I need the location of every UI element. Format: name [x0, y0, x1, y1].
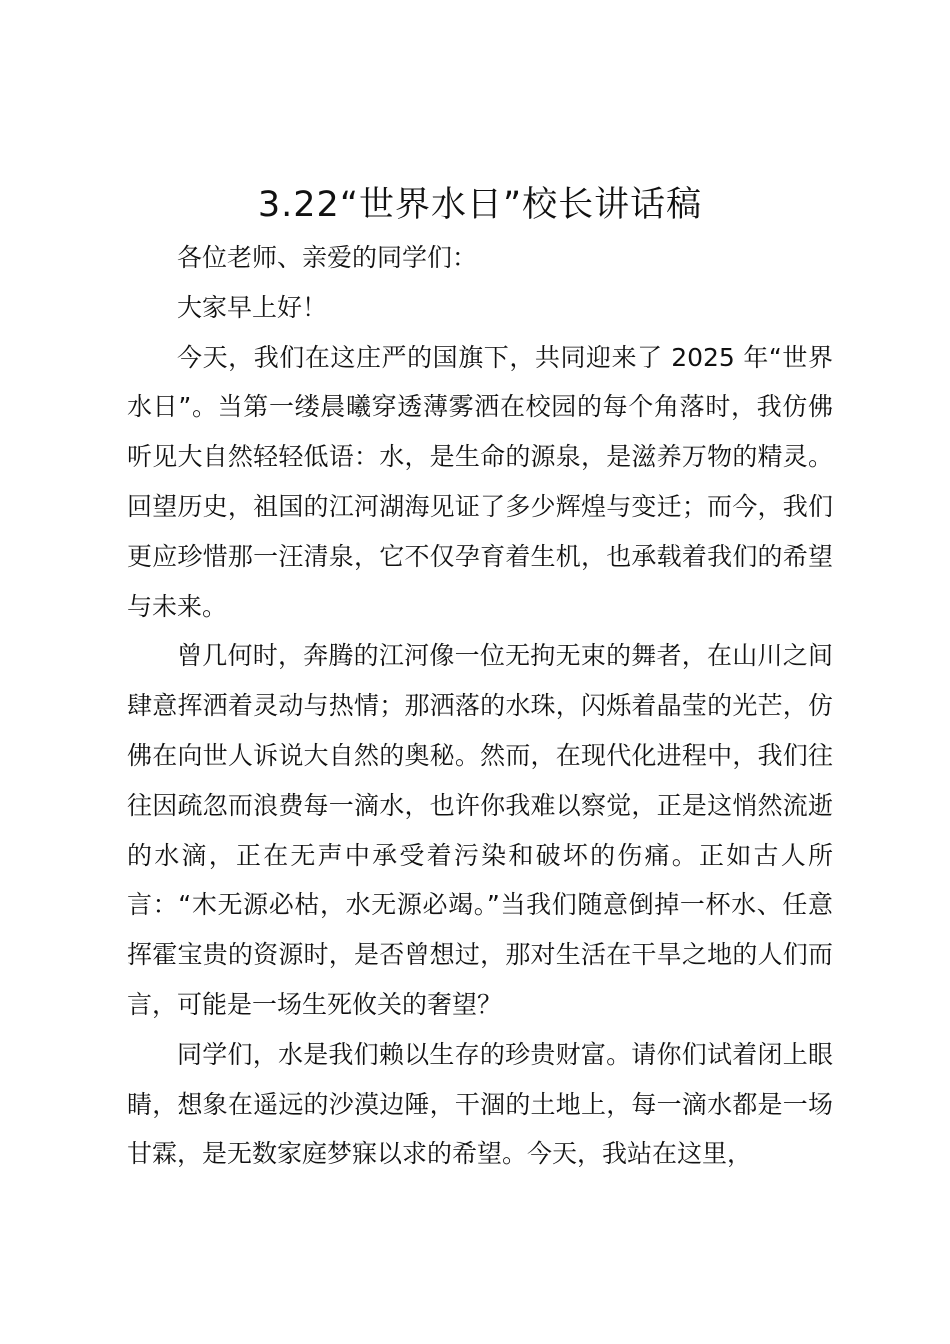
body-paragraph-2: 曾几何时，奔腾的江河像一位无拘无束的舞者，在山川之间肆意挥洒着灵动与热情；那洒落的水珠，闪烁着晶莹的光芒，仿佛在向世人诉说大自然的奥秘。然而，在现代化进程中，我们往往因疏忽而浪费每一滴水，也许你我难以察觉，正是这悄然流逝的水滴，正在无声中承受着污染和破坏的伤痛。正如古人所言：“木无源必枯，水无源必竭。”当我们随意倒掉一杯水、任意挥霍宝贵的资源时，是否曾想过，那对生活在干旱之地的人们而言，可能是一场生死攸关的奢望？	[127, 641, 833, 1019]
document-title: 3.22“世界水日”校长讲话稿	[257, 185, 703, 225]
greeting-paragraph: 各位老师、亲爱的同学们：	[177, 243, 478, 272]
salutation-paragraph: 大家早上好！	[177, 292, 328, 322]
body-paragraph-3: 同学们，水是我们赖以生存的珍贵财富。请你们试着闭上眼睛，想象在遥远的沙漠边陲，干涸的土地上，每一滴水都是一场甘霖，是无数家庭梦寐以求的希望。今天，我站在这里，	[127, 1039, 833, 1169]
document-body	[127, 233, 833, 1179]
body-paragraph-1: 今天，我们在这庄严的国旗下，共同迎来了 2025 年“世界水日”。当第一缕晨曦穿透薄雾洒在校园的每个角落时，我仿佛听见大自然轻轻低语：水，是生命的源泉，是滋养万物的精灵。回望历史，祖国的江河湖海见证了多少辉煌与变迁；而今，我们更应珍惜那一汪清泉，它不仅孕育着生机，也承载着我们的希望与未来。	[127, 342, 833, 621]
